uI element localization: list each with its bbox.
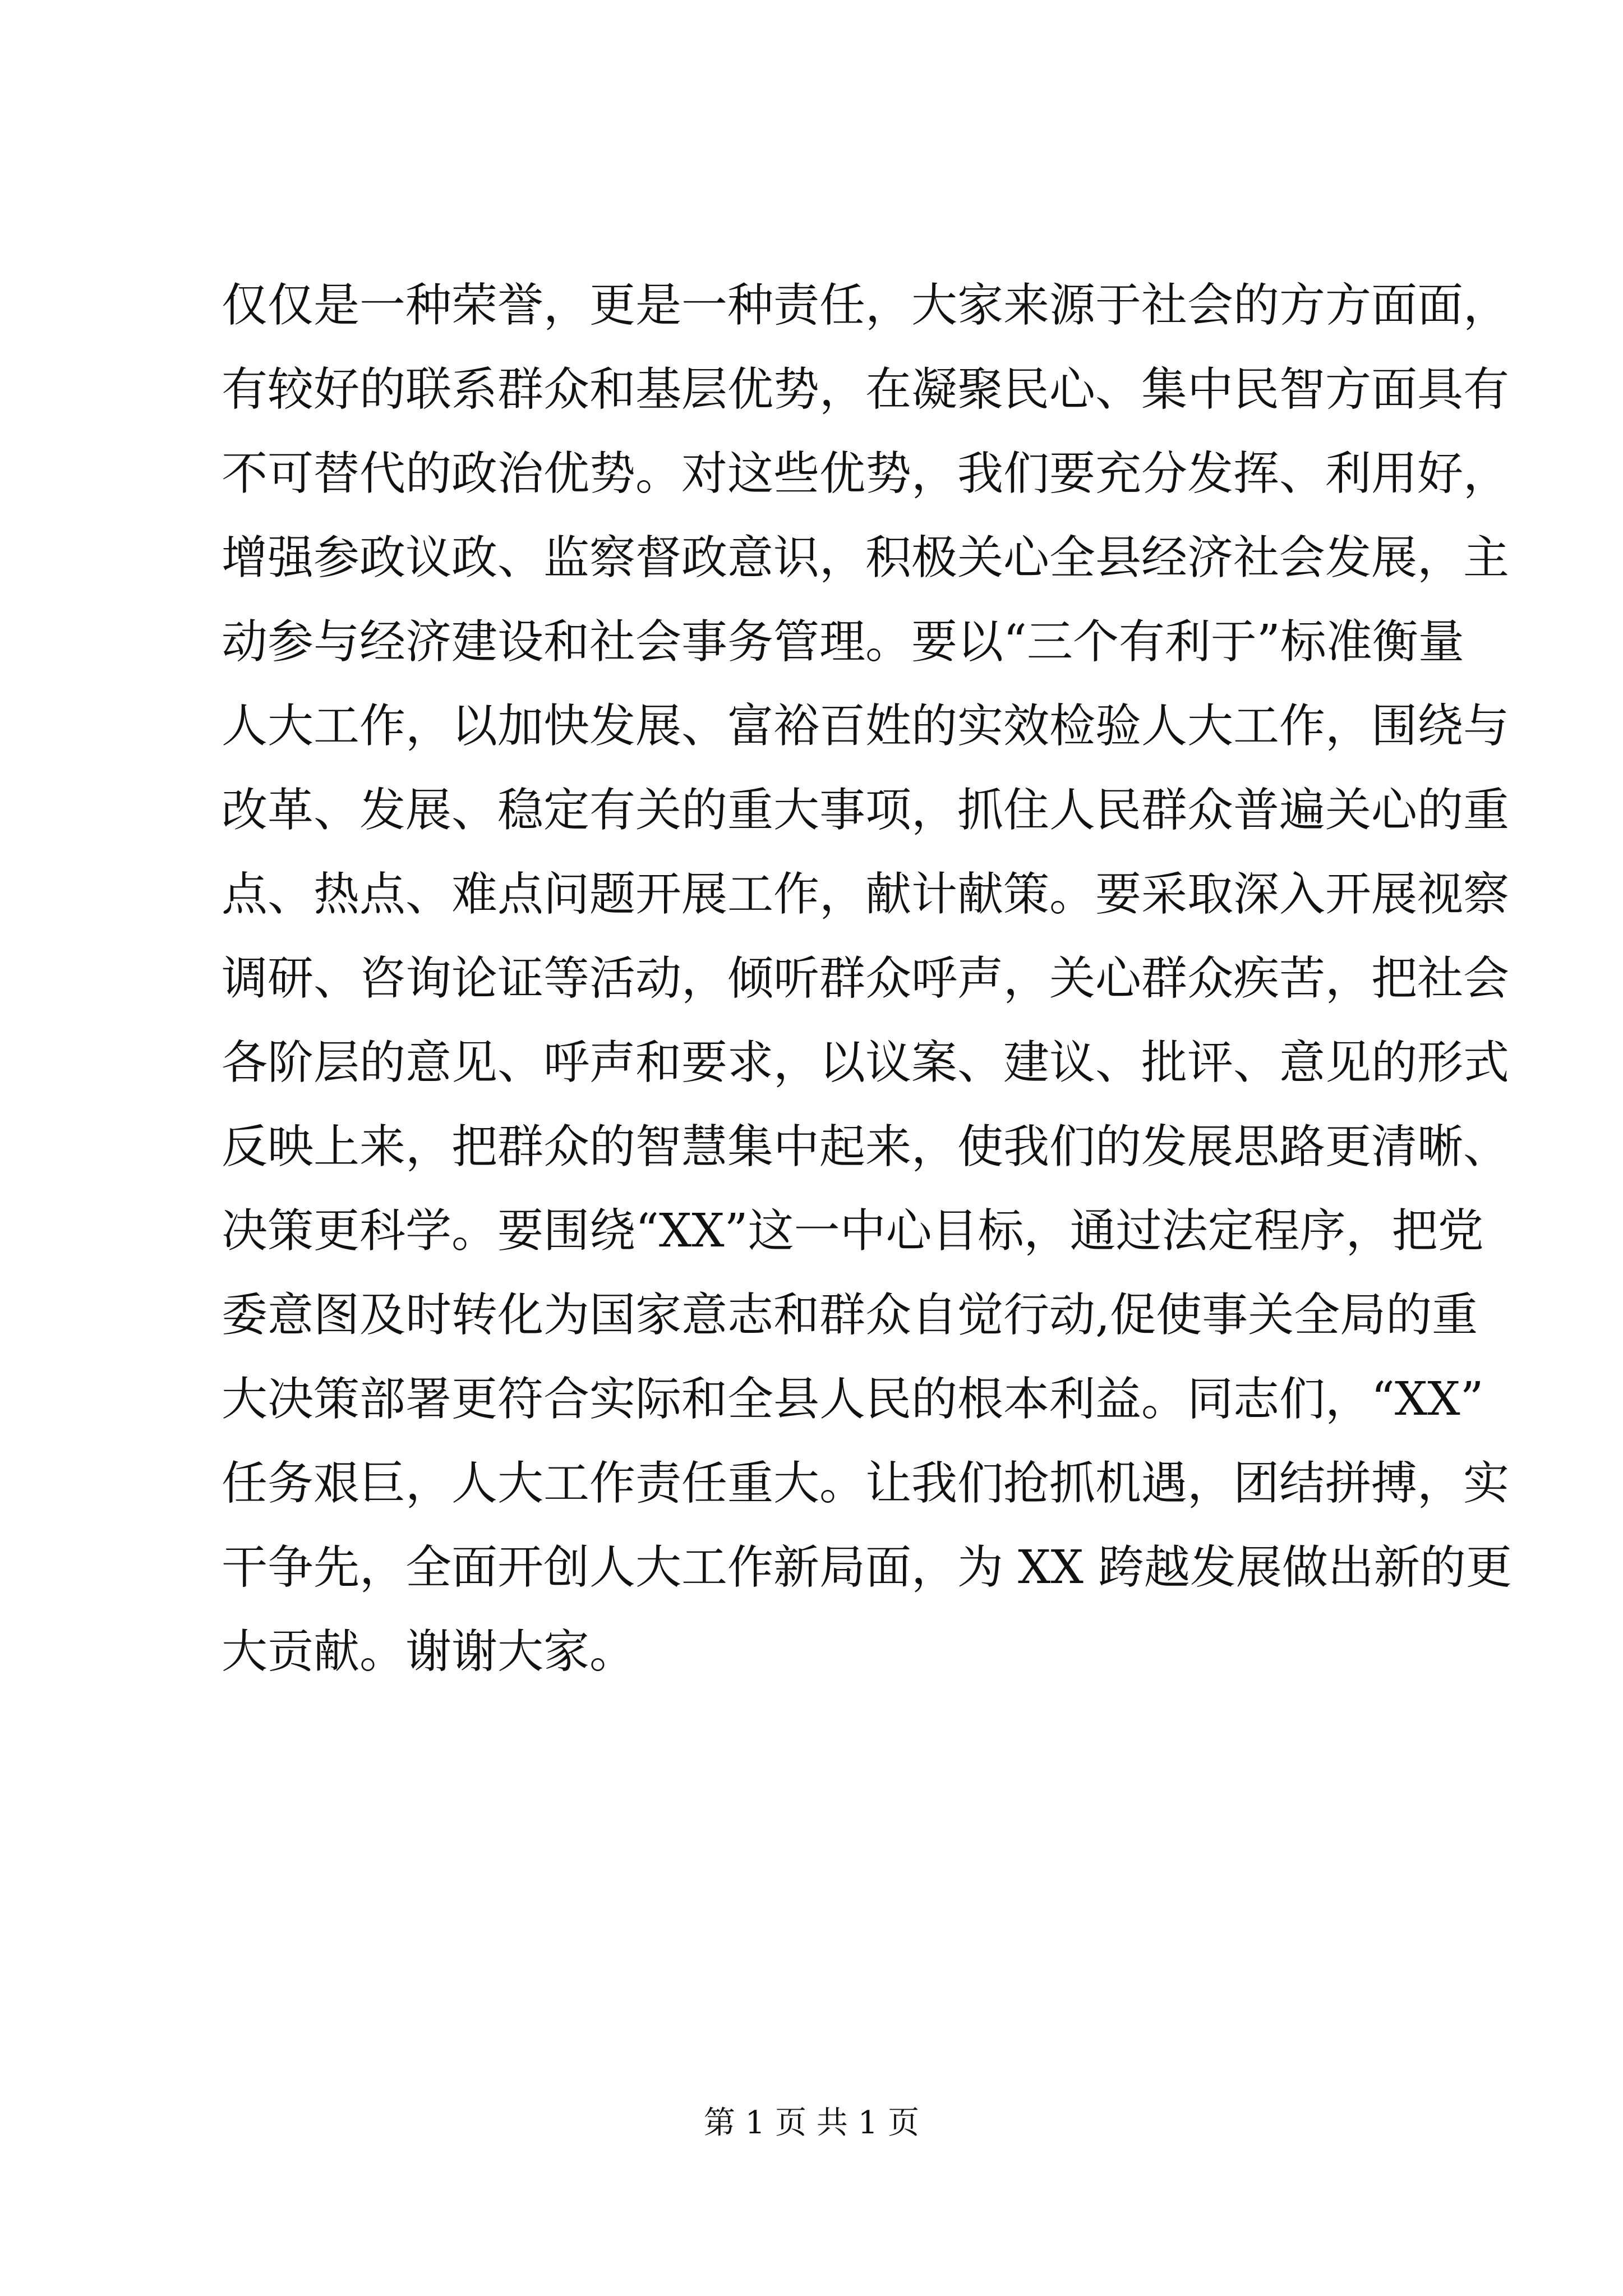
text-line: 任务艰巨，人大工作责任重大。让我们抢抓机遇，团结拼搏，实 <box>222 1457 1510 1510</box>
text-line: 人大工作，以加快发展、富裕百姓的实效检验人大工作，围绕与 <box>222 700 1510 753</box>
text-line: 大贡献。谢谢大家。 <box>222 1625 636 1678</box>
text-line: 大决策部署更符合实际和全县人民的根本利益。同志们，“XX” <box>222 1373 1484 1426</box>
text-line: 改革、发展、稳定有关的重大事项，抓住人民群众普遍关心的重 <box>222 784 1510 837</box>
body-paragraph <box>222 264 1512 1694</box>
text-line: 动参与经济建设和社会事务管理。要以“三个有利于”标准衡量 <box>222 615 1464 669</box>
text-line: 各阶层的意见、呼声和要求，以议案、建议、批评、意见的形式 <box>222 1036 1510 1089</box>
text-line: 反映上来，把群众的智慧集中起来，使我们的发展思路更清晰、 <box>222 1120 1510 1174</box>
text-line: 仅仅是一种荣誉，更是一种责任，大家来源于社会的方方面面， <box>222 279 1510 332</box>
text-line: 点、热点、难点问题开展工作，献计献策。要采取深入开展视察 <box>222 868 1510 921</box>
text-line: 有较好的联系群众和基层优势，在凝聚民心、集中民智方面具有 <box>222 363 1510 416</box>
text-line: 增强参政议政、监察督政意识，积极关心全县经济社会发展，主 <box>222 531 1510 585</box>
text-line: 不可替代的政治优势。对这些优势，我们要充分发挥、利用好， <box>222 447 1510 500</box>
text-line: 委意图及时转化为国家意志和群众自觉行动,促使事关全局的重 <box>222 1289 1478 1342</box>
page-number: 第 1 页 共 1 页 <box>703 2105 920 2141</box>
text-line: 调研、咨询论证等活动，倾听群众呼声，关心群众疾苦，把社会 <box>222 952 1510 1005</box>
text-line: 决策更科学。要围绕“XX”这一中心目标，通过法定程序，把党 <box>222 1204 1484 1258</box>
page-footer <box>0 2101 1623 2146</box>
text-line: 干争先，全面开创人大工作新局面，为 XX 跨越发展做出新的更 <box>222 1541 1512 1594</box>
